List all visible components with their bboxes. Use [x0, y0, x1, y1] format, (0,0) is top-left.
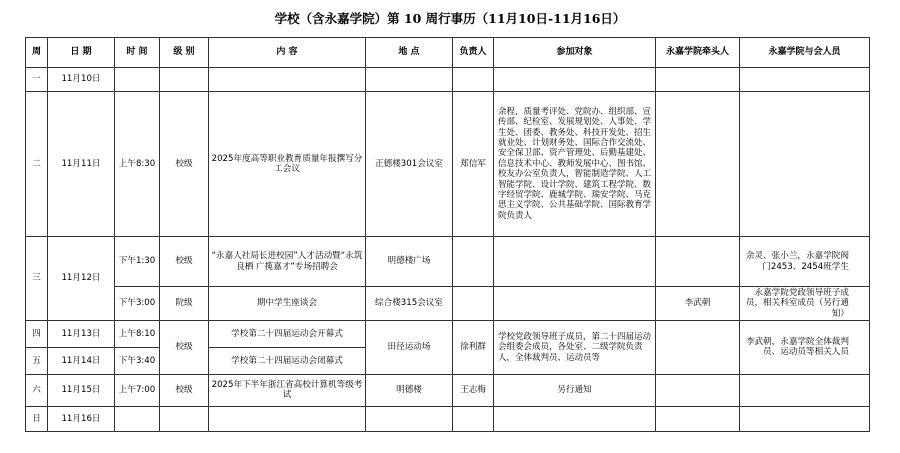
time-cell: 上午8:30 [115, 92, 160, 237]
location-cell: 明德楼 [366, 374, 453, 406]
table-row [26, 68, 870, 92]
content-cell: 学校第二十四届运动会闭幕式 [209, 347, 366, 374]
attendees-cell: 另行通知 [494, 374, 656, 406]
date-cell: 11月15日 [48, 374, 115, 406]
weekday-cell: 五 [26, 347, 48, 374]
header-weekday: 周 [26, 38, 48, 68]
date-cell: 11月14日 [48, 347, 115, 374]
table-row [26, 237, 870, 287]
attendees-cell: 学校党政领导班子成员，第二十四届运动会组委会成员，各处室、二级学院负责人，全体裁判员、运动员等 [494, 320, 656, 374]
header-yj-lead: 永嘉学院牵头人 [656, 38, 740, 68]
time-cell: 下午1:30 [115, 237, 160, 287]
page-title: 学校（含永嘉学院）第 10 周行事历（11月10日-11月16日） [274, 11, 626, 26]
table-row [26, 374, 870, 406]
level-cell: 校级 [160, 320, 209, 374]
weekday-cell: 日 [26, 406, 48, 431]
header-content: 内 容 [209, 38, 366, 68]
level-cell: 院级 [160, 287, 209, 321]
weekday-cell: 一 [26, 68, 48, 92]
time-cell: 上午7:00 [115, 374, 160, 406]
table-row [26, 406, 870, 431]
content-cell: “永嘉人社局长进校园”人才活动暨“永筑良栖 广揽嘉才”专场招聘会 [209, 237, 366, 287]
owner-cell: 郑信军 [453, 92, 494, 237]
weekday-cell: 二 [26, 92, 48, 237]
weekday-cell: 四 [26, 320, 48, 347]
time-cell: 下午3:00 [115, 287, 160, 321]
weekday-cell: 三 [26, 237, 48, 321]
time-cell: 上午8:10 [115, 320, 160, 347]
time-cell: 下午3:40 [115, 347, 160, 374]
header-row [26, 38, 870, 68]
header-yj-attendees: 永嘉学院与会人员 [740, 38, 870, 68]
header-time: 时 间 [115, 38, 160, 68]
level-cell: 校级 [160, 374, 209, 406]
location-cell: 综合楼315会议室 [366, 287, 453, 321]
header-owner: 负责人 [453, 38, 494, 68]
location-cell: 田径运动场 [366, 320, 453, 374]
yj-attendees-cell: 永嘉学院党政领导班子成员，相关科室成员（另行通知） [740, 287, 870, 321]
owner-cell: 王志梅 [453, 374, 494, 406]
level-cell: 校级 [160, 237, 209, 287]
content-cell: 学校第二十四届运动会开幕式 [209, 320, 366, 347]
yj-attendees-cell: 余灵、张小兰，永嘉学院阀门2453、2454班学生 [740, 237, 870, 287]
date-cell: 11月10日 [48, 68, 115, 92]
table-row [26, 320, 870, 347]
date-cell: 11月13日 [48, 320, 115, 347]
table-row [26, 92, 870, 237]
yj-attendees-cell: 李武朝，永嘉学院全体裁判员、运动员等相关人员 [740, 320, 870, 374]
header-location: 地 点 [366, 38, 453, 68]
header-date: 日 期 [48, 38, 115, 68]
header-attendees: 参加对象 [494, 38, 656, 68]
header-level: 级 别 [160, 38, 209, 68]
owner-cell: 徐利群 [453, 320, 494, 374]
content-cell: 2025年下半年浙江省高校计算机等级考试 [209, 374, 366, 406]
location-cell: 正德楼301会议室 [366, 92, 453, 237]
attendees-cell: 余程，质量考评处、党院办、组织部、宣传部、纪检室、发展规划处、人事处、学生处、团委、教务处、科技开发处、招生就业处、计划财务处、国际合作交流处、安全保卫部、资产管理处、后勤基建处、信息技术中心、教师发展中心、图书馆、校友办公室负责人，智能制造学院、人工智能学院、设计学院、建筑工程学院、数字经贸学院、鹿城学院、瑞安学院、马克思主义学院、公共基础学院、国际教育学院负责人 [494, 92, 656, 237]
table-row [26, 287, 870, 321]
location-cell: 明德楼广场 [366, 237, 453, 287]
yj-lead-cell: 李武朝 [656, 287, 740, 321]
schedule-table [25, 37, 870, 432]
date-cell: 11月12日 [48, 237, 115, 321]
date-cell: 11月16日 [48, 406, 115, 431]
weekday-cell: 六 [26, 374, 48, 406]
date-cell: 11月11日 [48, 92, 115, 237]
content-cell: 期中学生座谈会 [209, 287, 366, 321]
content-cell: 2025年度高等职业教育质量年报撰写分工会议 [209, 92, 366, 237]
level-cell: 校级 [160, 92, 209, 237]
